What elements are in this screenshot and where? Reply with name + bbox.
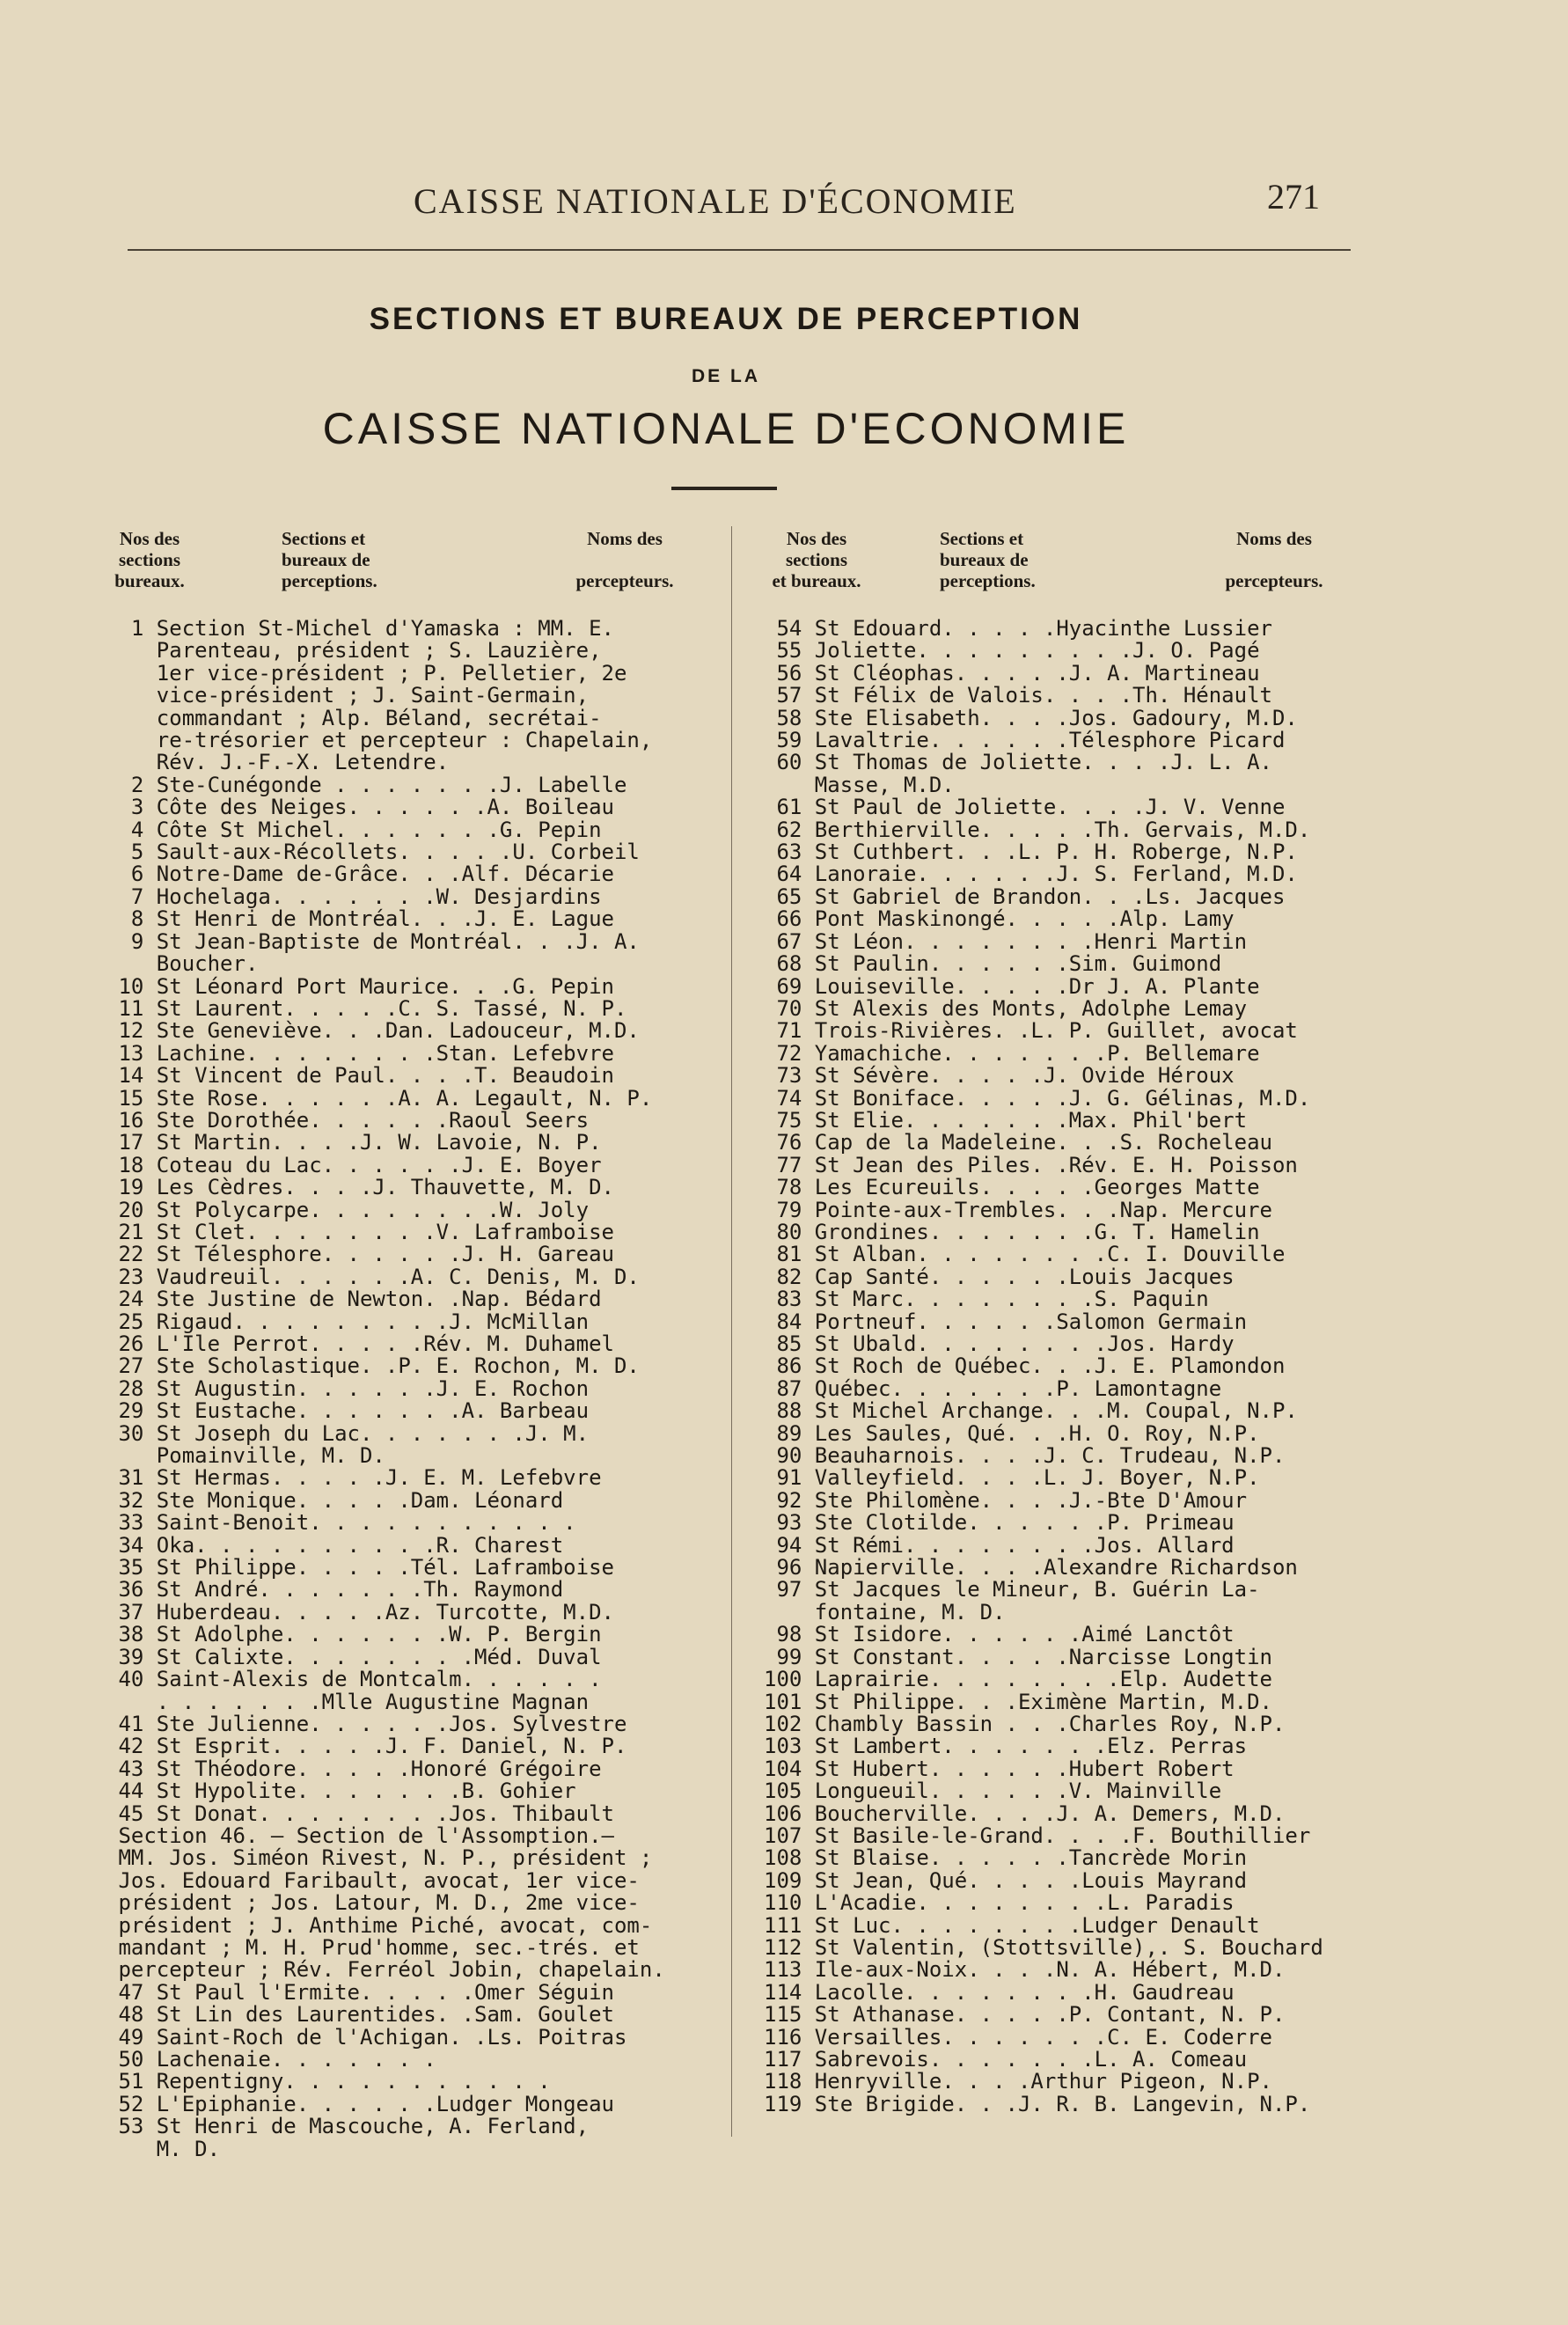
col-head-names: Noms des percepteurs.: [1225, 528, 1323, 591]
entry-line: 97 St Jacques le Mineur, B. Guérin La-: [764, 1577, 1260, 1603]
column-headers: [764, 528, 1362, 598]
entry-line: 57 St Félix de Valois. . . .Th. Hénault: [764, 683, 1272, 708]
entry-line: 83 St Marc. . . . . . . .S. Paquin: [764, 1287, 1209, 1312]
entry-line: 39 St Calixte. . . . . . . .Méd. Duval: [106, 1644, 602, 1669]
entry-line: 66 Pont Maskinongé. . . . .Alp. Lamy: [764, 906, 1235, 932]
entry-line: 100 Laprairie. . . . . . . .Elp. Audette: [764, 1667, 1272, 1692]
entry-line: 25 Rigaud. . . . . . . . .J. McMillan: [106, 1309, 590, 1334]
page-number: 271: [1267, 177, 1320, 216]
entry-line: 1er vice-président ; P. Pelletier, 2e: [106, 660, 627, 686]
entry-line: 107 St Basile-le-Grand. . . .F. Bouthillier: [764, 1823, 1311, 1848]
column-headers: [106, 528, 697, 598]
entry-line: 20 St Polycarpe. . . . . . . .W. Joly: [106, 1197, 590, 1222]
entry-line: 51 Repentigny. . . . . . . . . . .: [106, 2069, 551, 2094]
entry-line: 24 Ste Justine de Newton. .Nap. Bédard: [106, 1287, 602, 1312]
entry-line: Parenteau, président ; S. Lauzière,: [106, 638, 602, 664]
entry-line: re-trésorier et percepteur : Chapelain,: [106, 728, 653, 753]
entry-line: 33 Saint-Benoit. . . . . . . . . . .: [106, 1510, 576, 1536]
entry-line: 89 Les Saules, Qué. . .H. O. Roy, N.P.: [764, 1420, 1260, 1446]
entry-line: Jos. Edouard Faribault, avocat, 1er vice-: [106, 1867, 640, 1893]
entry-line: 5 Sault-aux-Récollets. . . . .U. Corbeil: [106, 840, 640, 865]
title-rule: [671, 487, 777, 490]
section-title: CAISSE NATIONALE D'ECONOMIE: [322, 404, 1130, 453]
entry-line: 48 St Lin des Laurentides. .Sam. Goulet: [106, 2002, 614, 2028]
entry-line: 111 St Luc. . . . . . . .Ludger Denault: [764, 1912, 1260, 1938]
entry-line: 96 Napierville. . . .Alexandre Richardson: [764, 1555, 1298, 1581]
entry-line: 43 St Théodore. . . . .Honoré Grégoire: [106, 1756, 602, 1781]
col-head-names: Noms des percepteurs.: [575, 528, 674, 591]
entry-line: 23 Vaudreuil. . . . . .A. C. Denis, M. D.: [106, 1264, 640, 1289]
entry-line: fontaine, M. D.: [764, 1599, 1006, 1625]
entry-line: 72 Yamachiche. . . . . . .P. Bellemare: [764, 1040, 1260, 1066]
entry-line: 2 Ste-Cunégonde . . . . . . .J. Labelle: [106, 772, 627, 797]
entry-line: 118 Henryville. . . .Arthur Pigeon, N.P.: [764, 2069, 1272, 2094]
entry-line: 98 St Isidore. . . . . .Aimé Lanctôt: [764, 1622, 1235, 1647]
header-rule: [128, 249, 1351, 251]
entry-line: 13 Lachine. . . . . . . .Stan. Lefebvre: [106, 1040, 614, 1066]
entry-line: 11 St Laurent. . . . .C. S. Tassé, N. P.: [106, 995, 627, 1021]
entry-line: 69 Louiseville. . . . .Dr J. A. Plante: [764, 973, 1260, 999]
entry-line: commandant ; Alp. Béland, secrétai-: [106, 705, 602, 730]
entry-line: 18 Coteau du Lac. . . . . .J. E. Boyer: [106, 1152, 602, 1177]
entry-line: 50 Lachenaie. . . . . . .: [106, 2047, 436, 2072]
entry-line: 114 Lacolle. . . . . . . .H. Gaudreau: [764, 1979, 1235, 2005]
entry-line: 26 L'Ile Perrot. . . . .Rév. M. Duhamel: [106, 1331, 614, 1356]
entry-line: 56 St Cléophas. . . . .J. A. Martineau: [764, 660, 1260, 686]
entry-list: [764, 618, 1362, 2116]
section-subheading: DE LA: [692, 366, 760, 386]
entry-line: 94 St Rémi. . . . . . . .Jos. Allard: [764, 1532, 1235, 1558]
entry-line: 10 St Léonard Port Maurice. . .G. Pepin: [106, 973, 614, 999]
entry-line: 1 Section St-Michel d'Yamaska : MM. E.: [106, 616, 614, 641]
entry-line: 63 St Cuthbert. . .L. P. H. Roberge, N.P.: [764, 840, 1298, 865]
entry-line: 64 Lanoraie. . . . . .J. S. Ferland, M.D.: [764, 862, 1298, 887]
entry-line: 103 St Lambert. . . . . . .Elz. Perras: [764, 1734, 1248, 1759]
entry-line: 68 St Paulin. . . . . .Sim. Guimond: [764, 951, 1222, 977]
entry-line: Boucher.: [106, 951, 259, 977]
entry-line: 42 St Esprit. . . . .J. F. Daniel, N. P.: [106, 1734, 627, 1759]
column-divider: [731, 526, 732, 2137]
col-head-number: Nos des sections bureaux.: [114, 528, 185, 591]
entry-line: 35 St Philippe. . . . .Tél. Laframboise: [106, 1555, 614, 1581]
entry-line: 29 St Eustache. . . . . . .A. Barbeau: [106, 1398, 590, 1424]
entry-line: 14 St Vincent de Paul. . . .T. Beaudoin: [106, 1063, 614, 1089]
entry-line: 27 Ste Scholastique. .P. E. Rochon, M. D.: [106, 1353, 640, 1379]
entry-line: 91 Valleyfield. . . .L. J. Boyer, N.P.: [764, 1465, 1260, 1491]
entry-line: 3 Côte des Neiges. . . . . .A. Boileau: [106, 795, 614, 820]
entry-line: président ; Jos. Latour, M. D., 2me vice-: [106, 1890, 640, 1916]
entry-line: 40 Saint-Alexis de Montcalm. . . . . .: [106, 1667, 602, 1692]
entry-line: 86 St Roch de Québec. . .J. E. Plamondon: [764, 1353, 1286, 1379]
entry-line: 4 Côte St Michel. . . . . . .G. Pepin: [106, 817, 602, 842]
entry-line: 15 Ste Rose. . . . . .A. A. Legault, N. P.: [106, 1085, 653, 1111]
entry-line: 54 St Edouard. . . . .Hyacinthe Lussier: [764, 616, 1272, 641]
entry-line: 117 Sabrevois. . . . . . .L. A. Comeau: [764, 2047, 1248, 2072]
col-head-section: Sections et bureaux de perceptions.: [282, 528, 377, 591]
entry-line: 53 St Henri de Mascouche, A. Ferland,: [106, 2114, 590, 2139]
entry-line: 93 Ste Clotilde. . . . . .P. Primeau: [764, 1510, 1235, 1536]
entry-line: 109 St Jean, Qué. . . . .Louis Mayrand: [764, 1867, 1248, 1893]
entry-line: 44 St Hypolite. . . . . . .B. Gohier: [106, 1779, 576, 1804]
entry-line: 62 Berthierville. . . . .Th. Gervais, M.D.: [764, 817, 1311, 842]
entry-line: 37 Huberdeau. . . . .Az. Turcotte, M.D.: [106, 1599, 614, 1625]
right-column: [764, 528, 1362, 2116]
entry-line: 7 Hochelaga. . . . . . .W. Desjardins: [106, 884, 602, 909]
entry-line: 45 St Donat. . . . . . . .Jos. Thibault: [106, 1801, 614, 1826]
left-column: [106, 528, 697, 2160]
entry-line: 115 St Athanase. . . . .P. Contant, N. P.: [764, 2002, 1286, 2028]
entry-line: 110 L'Acadie. . . . . . . .L. Paradis: [764, 1890, 1235, 1916]
entry-line: 104 St Hubert. . . . . .Hubert Robert: [764, 1756, 1235, 1781]
entry-line: 113 Ile-aux-Noix. . . .N. A. Hébert, M.D.: [764, 1957, 1286, 1983]
entry-line: 90 Beauharnois. . . .J. C. Trudeau, N.P.: [764, 1443, 1286, 1469]
entry-line: 52 L'Epiphanie. . . . . .Ludger Mongeau: [106, 2091, 614, 2116]
entry-line: 38 St Adolphe. . . . . . .W. P. Bergin: [106, 1622, 602, 1647]
entry-line: 8 St Henri de Montréal. . .J. E. Lague: [106, 906, 614, 932]
entry-line: 41 Ste Julienne. . . . . .Jos. Sylvestre: [106, 1711, 627, 1736]
entry-line: Rév. J.-F.-X. Letendre.: [106, 750, 450, 775]
entry-line: 49 Saint-Roch de l'Achigan. .Ls. Poitras: [106, 2024, 627, 2050]
entry-line: Section 46. — Section de l'Assomption.—: [106, 1823, 614, 1848]
entry-line: 32 Ste Monique. . . . .Dam. Léonard: [106, 1487, 564, 1513]
entry-line: 81 St Alban. . . . . . . .C. I. Douville: [764, 1242, 1286, 1267]
running-header-title: CAISSE NATIONALE D'ÉCONOMIE: [414, 181, 1017, 221]
entry-line: 112 St Valentin, (Stottsville),. S. Bouchard: [764, 1934, 1323, 1960]
entry-line: 60 St Thomas de Joliette. . . .J. L. A.: [764, 750, 1272, 775]
entry-line: 59 Lavaltrie. . . . . .Télesphore Picard: [764, 728, 1286, 753]
entry-line: 28 St Augustin. . . . . .J. E. Rochon: [106, 1375, 590, 1401]
entry-line: 71 Trois-Rivières. .L. P. Guillet, avocat: [764, 1018, 1298, 1044]
entry-line: 76 Cap de la Madeleine. . .S. Rocheleau: [764, 1130, 1272, 1155]
entry-line: 22 St Télesphore. . . . . .J. H. Gareau: [106, 1242, 614, 1267]
entry-line: 105 Longueuil. . . . . .V. Mainville: [764, 1779, 1222, 1804]
entry-line: 79 Pointe-aux-Trembles. . .Nap. Mercure: [764, 1197, 1272, 1222]
entry-line: 78 Les Ecureuils. . . . .Georges Matte: [764, 1175, 1260, 1200]
entry-line: 101 St Philippe. . .Eximène Martin, M.D.: [764, 1689, 1272, 1714]
entry-line: 70 St Alexis des Monts, Adolphe Lemay: [764, 995, 1248, 1021]
entry-line: 116 Versailles. . . . . . .C. E. Coderre: [764, 2024, 1272, 2050]
entry-line: 74 St Boniface. . . . .J. G. Gélinas, M.D.: [764, 1085, 1311, 1111]
entry-line: 30 St Joseph du Lac. . . . . . .J. M.: [106, 1420, 590, 1446]
entry-line: 6 Notre-Dame de-Grâce. . .Alf. Décarie: [106, 862, 614, 887]
entry-line: 75 St Elie. . . . . . .Max. Phil'bert: [764, 1107, 1248, 1133]
entry-line: 67 St Léon. . . . . . . .Henri Martin: [764, 928, 1248, 954]
entry-line: 58 Ste Elisabeth. . . .Jos. Gadoury, M.D.: [764, 705, 1298, 730]
entry-line: 16 Ste Dorothée. . . . . .Raoul Seers: [106, 1107, 590, 1133]
entry-line: 82 Cap Santé. . . . . .Louis Jacques: [764, 1264, 1235, 1289]
entry-line: 47 St Paul l'Ermite. . . . .Omer Séguin: [106, 1979, 614, 2005]
entry-line: vice-président ; J. Saint-Germain,: [106, 683, 590, 708]
entry-list: [106, 618, 697, 2160]
entry-line: Pomainville, M. D.: [106, 1443, 385, 1469]
entry-line: 19 Les Cèdres. . . .J. Thauvette, M. D.: [106, 1175, 614, 1200]
section-heading: SECTIONS ET BUREAUX DE PERCEPTION: [369, 302, 1083, 336]
entry-line: 102 Chambly Bassin . . .Charles Roy, N.P.: [764, 1711, 1286, 1736]
entry-line: 87 Québec. . . . . . .P. Lamontagne: [764, 1375, 1222, 1401]
entry-line: 21 St Clet. . . . . . . .V. Laframboise: [106, 1219, 614, 1244]
entry-line: 106 Boucherville. . . .J. A. Demers, M.D.: [764, 1801, 1286, 1826]
entry-line: 12 Ste Geneviève. . .Dan. Ladouceur, M.D.: [106, 1018, 640, 1044]
entry-line: 84 Portneuf. . . . . .Salomon Germain: [764, 1309, 1248, 1334]
col-head-number: Nos des sections et bureaux.: [772, 528, 861, 591]
entry-line: M. D.: [106, 2136, 221, 2161]
entry-line: mandant ; M. H. Prud'homme, sec.-trés. et: [106, 1934, 640, 1960]
entry-line: président ; J. Anthime Piché, avocat, com-: [106, 1912, 653, 1938]
entry-line: 99 St Constant. . . . .Narcisse Longtin: [764, 1644, 1272, 1669]
entry-line: 119 Ste Brigide. . .J. R. B. Langevin, N.P.: [764, 2091, 1311, 2116]
entry-line: 85 St Ubald. . . . . . . .Jos. Hardy: [764, 1331, 1235, 1356]
entry-line: 17 St Martin. . . .J. W. Lavoie, N. P.: [106, 1130, 602, 1155]
entry-line: 88 St Michel Archange. . .M. Coupal, N.P.: [764, 1398, 1298, 1424]
entry-line: 92 Ste Philomène. . . .J.-Bte D'Amour: [764, 1487, 1248, 1513]
entry-line: 73 St Sévère. . . . .J. Ovide Héroux: [764, 1063, 1235, 1089]
entry-line: 55 Joliette. . . . . . . . .J. O. Pagé: [764, 638, 1260, 664]
entry-line: . . . . . . .Mlle Augustine Magnan: [106, 1689, 590, 1714]
entry-line: 108 St Blaise. . . . . .Tancrède Morin: [764, 1845, 1248, 1871]
entry-line: percepteur ; Rév. Ferréol Jobin, chapelain.: [106, 1957, 665, 1983]
entry-line: 9 St Jean-Baptiste de Montréal. . .J. A.: [106, 928, 640, 954]
entry-line: 34 Oka. . . . . . . . . .R. Charest: [106, 1532, 564, 1558]
entry-line: 77 St Jean des Piles. .Rév. E. H. Poisson: [764, 1152, 1298, 1177]
entry-line: MM. Jos. Siméon Rivest, N. P., président ;: [106, 1845, 653, 1871]
entry-line: 36 St André. . . . . . .Th. Raymond: [106, 1577, 564, 1603]
col-head-section: Sections et bureaux de perceptions.: [940, 528, 1036, 591]
entry-line: Masse, M.D.: [764, 772, 955, 797]
entry-line: 80 Grondines. . . . . . .G. T. Hamelin: [764, 1219, 1260, 1244]
entry-line: 65 St Gabriel de Brandon. . .Ls. Jacques: [764, 884, 1286, 909]
entry-line: 31 St Hermas. . . . .J. E. M. Lefebvre: [106, 1465, 602, 1491]
entry-line: 61 St Paul de Joliette. . . .J. V. Venne: [764, 795, 1286, 820]
